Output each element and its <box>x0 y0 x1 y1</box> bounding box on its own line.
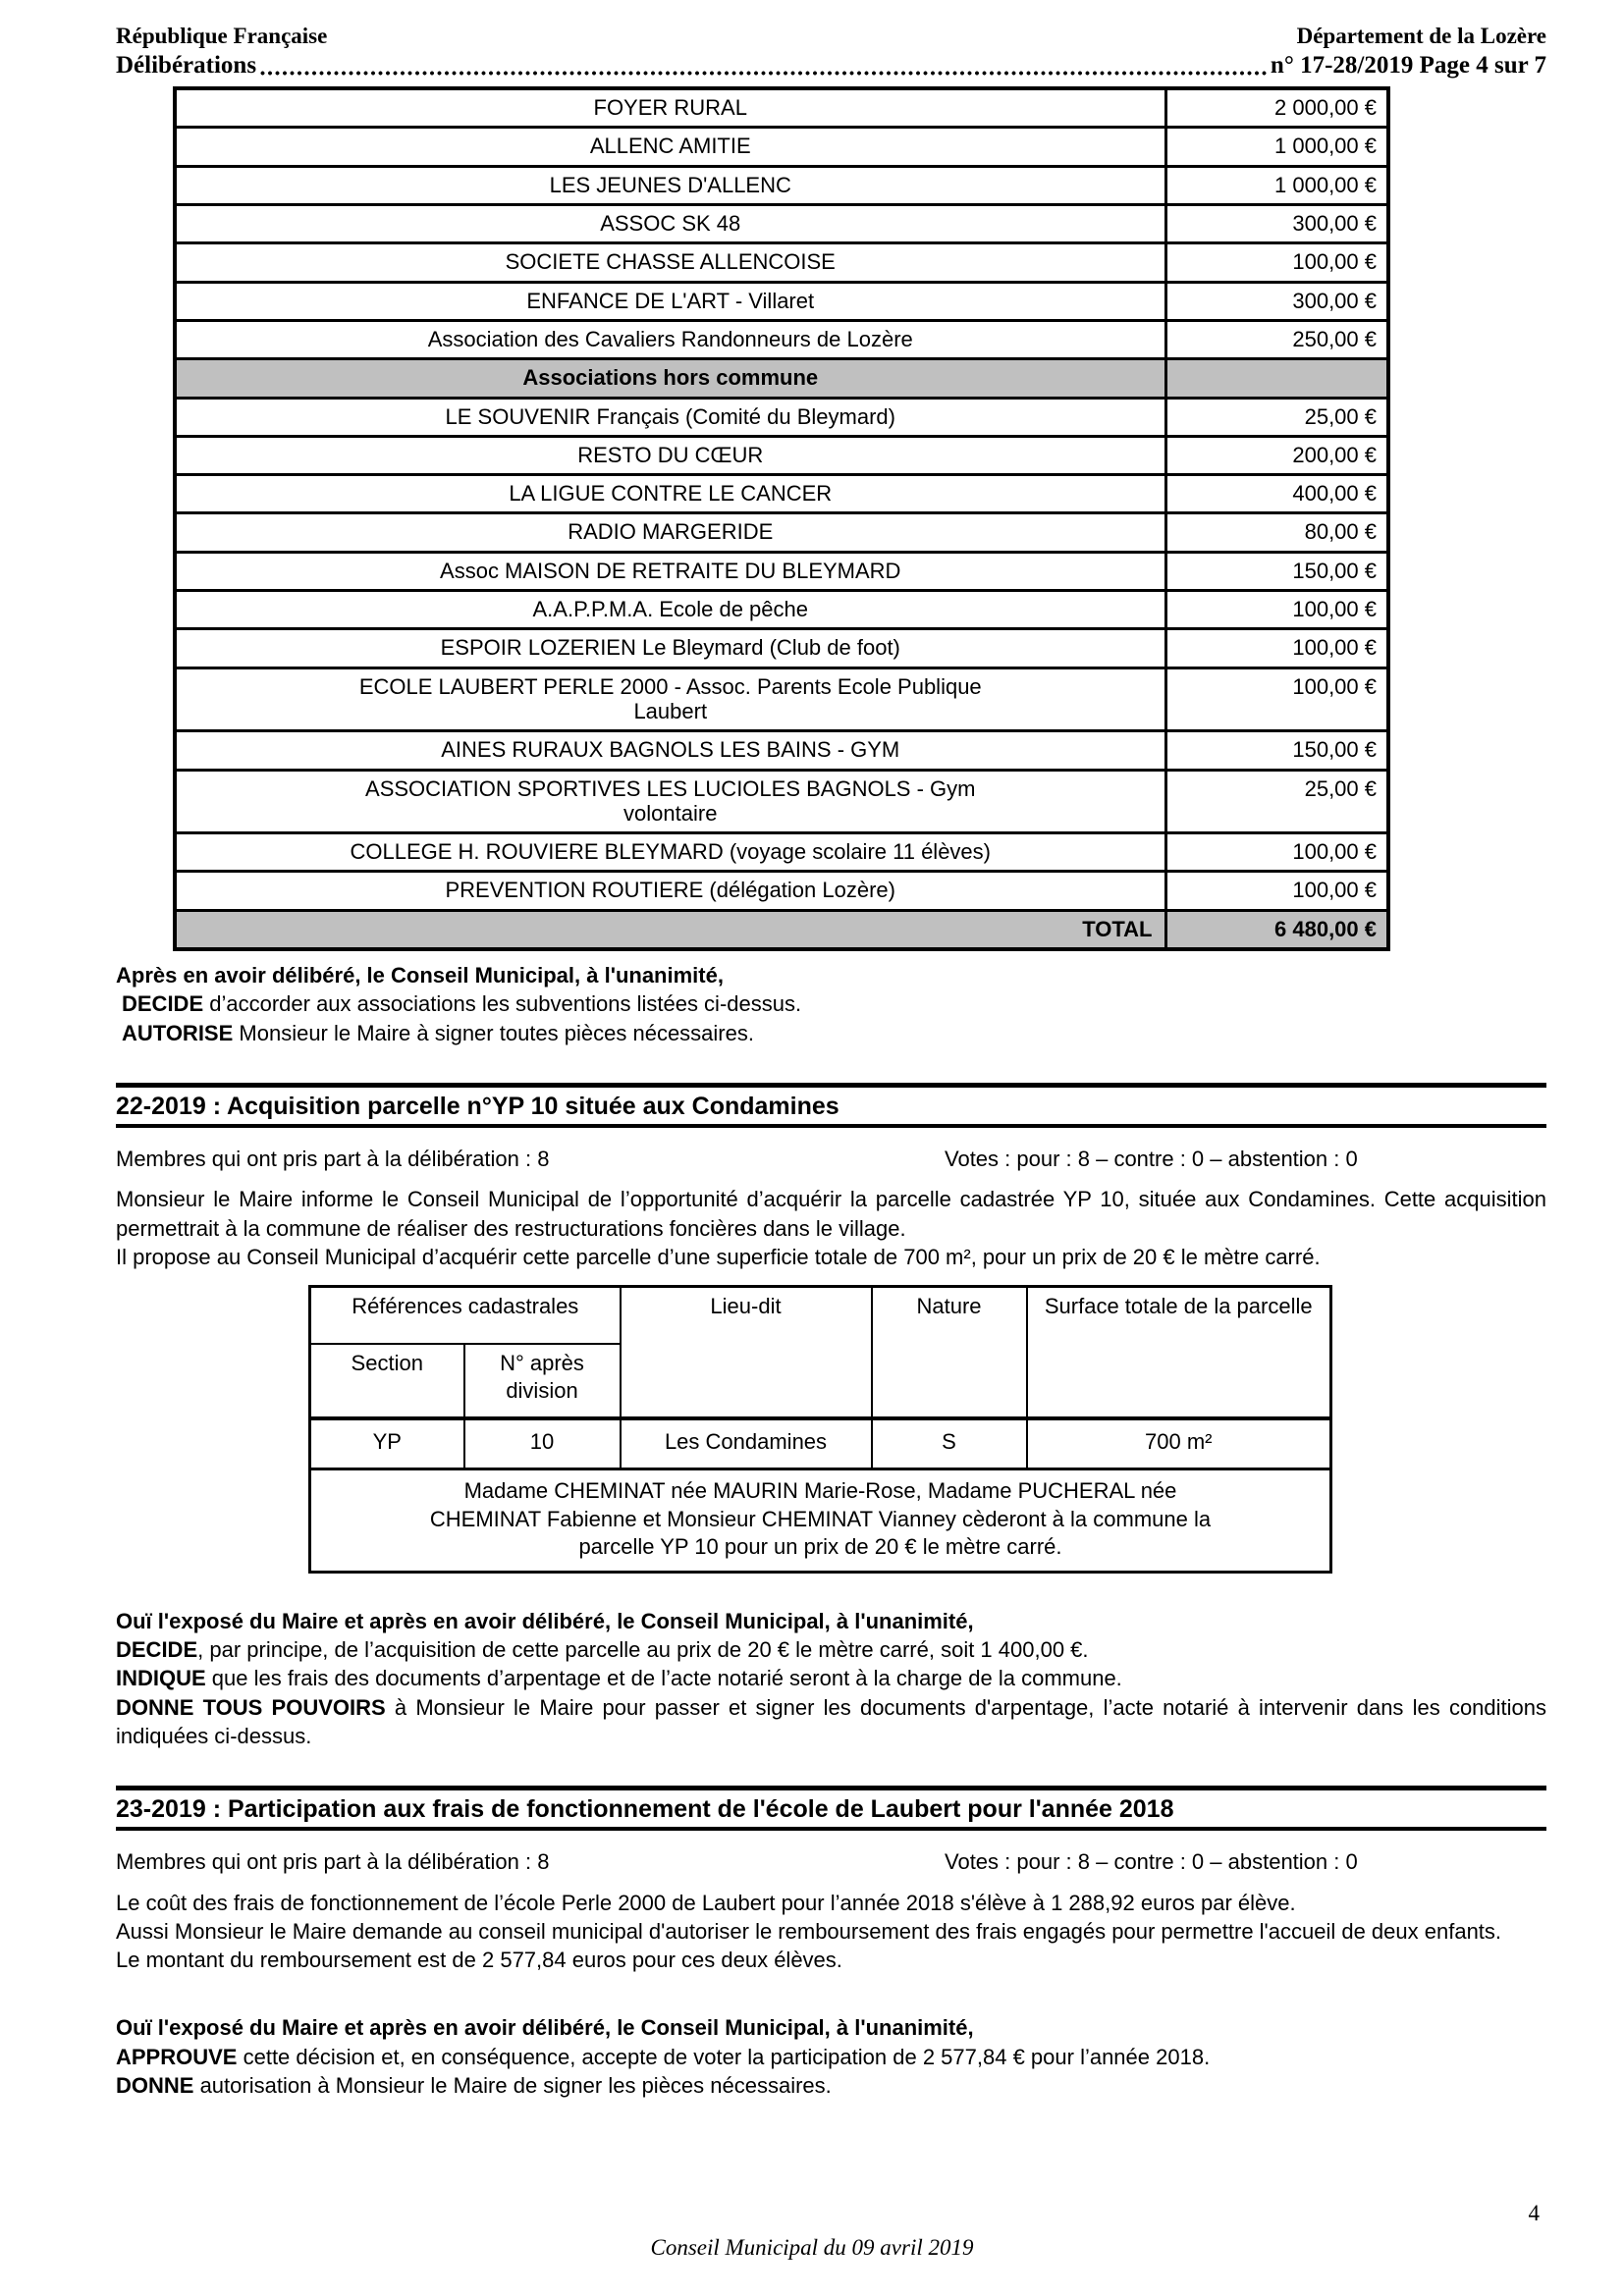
subvention-row <box>175 872 1388 910</box>
decision-line <box>116 2043 1546 2071</box>
votes-text: Votes : pour : 8 – contre : 0 – abstention : 0 <box>945 1146 1358 1171</box>
decision-keyword: DONNE <box>116 2072 194 2098</box>
subvention-row <box>175 591 1388 629</box>
association-name-line: LA LIGUE CONTRE LE CANCER <box>509 481 833 507</box>
votes-text: Votes : pour : 8 – contre : 0 – abstention : 0 <box>945 1849 1358 1875</box>
association-name-cell <box>175 436 1165 474</box>
decision-text: que les frais des documents d’arpentage et de l’acte notarié seront à la charge de la commune. <box>205 1666 1122 1691</box>
cadastral-note-line: parcelle YP 10 pour un prix de 20 € le mètre carré. <box>578 1534 1062 1560</box>
cadastral-col-nature: Nature <box>872 1287 1027 1418</box>
cadastral-note-line: CHEMINAT Fabienne et Monsieur CHEMINAT Vianney cèderont à la commune la <box>429 1506 1212 1531</box>
cadastral-header-row-1 <box>310 1287 1331 1344</box>
subvention-amount-cell: 2 000,00 € <box>1165 88 1388 128</box>
decision-text: d’accorder aux associations les subventions listées ci-dessus. <box>203 991 802 1017</box>
document-header <box>116 24 1546 80</box>
association-name-cell <box>175 667 1165 731</box>
association-name-line: COLLEGE H. ROUVIERE BLEYMARD (voyage scolaire 11 élèves) <box>350 839 991 865</box>
subvention-amount-cell: 300,00 € <box>1165 205 1388 243</box>
association-name-line: PREVENTION ROUTIERE (délégation Lozère) <box>445 878 895 903</box>
subvention-amount-cell: 100,00 € <box>1165 591 1388 629</box>
subventions-table <box>173 86 1390 951</box>
total-label-cell: TOTAL <box>175 910 1165 949</box>
association-name-cell <box>175 731 1165 770</box>
cadastral-section-value: YP <box>310 1418 464 1469</box>
cadastral-table <box>308 1285 1332 1574</box>
subvention-row <box>175 282 1388 320</box>
subvention-row <box>175 552 1388 590</box>
header-left-text: République Française <box>116 24 328 48</box>
association-name-line: AINES RURAUX BAGNOLS LES BAINS - GYM <box>441 737 900 763</box>
cadastral-col-section: Section <box>310 1344 464 1418</box>
decision-intro: Après en avoir délibéré, le Conseil Municipal, à l'unanimité, <box>116 963 724 988</box>
association-name-line: ESPOIR LOZERIEN Le Bleymard (Club de foot) <box>440 635 900 661</box>
section-23-paragraph-3: Le montant du remboursement est de 2 577,84 euros pour ces deux élèves. <box>116 1948 842 1973</box>
cadastral-col-num-division: N° après division <box>464 1344 621 1418</box>
association-name-line: ENFANCE DE L'ART - Villaret <box>526 288 815 313</box>
association-name-line: Association des Cavaliers Randonneurs de Lozère <box>427 326 913 351</box>
decision-line <box>116 1019 1546 1047</box>
association-name-cell <box>175 166 1165 204</box>
subvention-amount-cell: 250,00 € <box>1165 320 1388 358</box>
subvention-row <box>175 166 1388 204</box>
subvention-amount-cell: 100,00 € <box>1165 629 1388 667</box>
decision-keyword: INDIQUE <box>116 1666 206 1691</box>
decision-lines <box>116 989 1546 1047</box>
document-reference: n° 17-28/2019 Page 4 sur 7 <box>1270 52 1546 80</box>
association-name-line: volontaire <box>623 800 718 826</box>
subvention-amount-cell: 25,00 € <box>1165 398 1388 436</box>
subvention-amount-cell: 200,00 € <box>1165 436 1388 474</box>
page-number: 4 <box>1528 2201 1540 2225</box>
decision-keyword: DECIDE <box>116 1637 198 1663</box>
subvention-amount-cell: 25,00 € <box>1165 770 1388 833</box>
association-name-line: ASSOC SK 48 <box>600 211 741 237</box>
association-name-line: ECOLE LAUBERT PERLE 2000 - Assoc. Parents Ecole Publique <box>358 673 982 699</box>
decision-lines <box>116 1635 1546 1750</box>
decision-text: autorisation à Monsieur le Maire de signer les pièces nécessaires. <box>193 2072 832 2098</box>
association-name-cell <box>175 513 1165 552</box>
association-name-line: RESTO DU CŒUR <box>577 442 764 467</box>
subvention-row <box>175 128 1388 166</box>
association-name-cell <box>175 88 1165 128</box>
dotted-leader <box>260 71 1268 76</box>
decision-text: Monsieur le Maire à signer toutes pièces nécessaires. <box>233 1020 754 1045</box>
subvention-row <box>175 243 1388 282</box>
section-22-paragraph-1: Monsieur le Maire informe le Conseil Municipal de l’opportunité d’acquérir la parcelle cadastrée YP 10, située aux Condamines. Cette acquisition permettrait à la commune de réaliser des restructurations foncières dans le village. <box>116 1187 1546 1241</box>
cadastral-num-value: 10 <box>464 1418 621 1469</box>
decision-intro: Ouï l'exposé du Maire et après en avoir délibéré, le Conseil Municipal, à l'unanimité, <box>116 2015 974 2041</box>
association-name-cell <box>175 591 1165 629</box>
decision-text: , par principe, de l’acquisition de cette parcelle au prix de 20 € le mètre carré, soit 1 400,00 €. <box>197 1637 1089 1663</box>
subvention-row <box>175 436 1388 474</box>
association-name-cell <box>175 282 1165 320</box>
cadastral-note-line: Madame CHEMINAT née MAURIN Marie-Rose, Madame PUCHERAL née <box>463 1478 1177 1504</box>
decision-line <box>116 1693 1546 1751</box>
subvention-amount-cell: 1 000,00 € <box>1165 166 1388 204</box>
section-heading-22-2019: 22-2019 : Acquisition parcelle n°YP 10 située aux Condamines <box>116 1083 1546 1128</box>
association-name-cell <box>175 770 1165 833</box>
cadastral-lieu-value: Les Condamines <box>621 1418 872 1469</box>
decision-text: cette décision et, en conséquence, accepte de voter la participation de 2 577,84 € pour l’année 2018. <box>237 2044 1211 2069</box>
subvention-row <box>175 667 1388 731</box>
section-heading-23-2019: 23-2019 : Participation aux frais de fonctionnement de l'école de Laubert pour l'année 2018 <box>116 1786 1546 1831</box>
section-22-paragraph-2: Il propose au Conseil Municipal d’acquérir cette parcelle d’une superficie totale de 700 m², pour un prix de 20 € le mètre carré. <box>116 1244 1321 1269</box>
deliberation-22-decisions <box>116 1607 1546 1750</box>
cadastral-note-cell <box>310 1469 1331 1573</box>
subvention-amount-cell: 400,00 € <box>1165 475 1388 513</box>
subvention-row <box>175 513 1388 552</box>
association-name-cell <box>175 398 1165 436</box>
members-votes-row-23 <box>116 1848 1546 1877</box>
header-row-1 <box>116 24 1546 49</box>
section-23-body <box>116 1889 1546 1975</box>
association-name-line: FOYER RURAL <box>593 95 747 121</box>
decision-line <box>116 1664 1546 1692</box>
association-name-line: LE SOUVENIR Français (Comité du Bleymard) <box>445 403 895 429</box>
association-name-line: RADIO MARGERIDE <box>568 519 774 545</box>
association-name-cell <box>175 320 1165 358</box>
table-section-header-row <box>175 359 1388 398</box>
decision-line <box>116 2071 1546 2100</box>
section-23-paragraph-1: Le coût des frais de fonctionnement de l’école Perle 2000 de Laubert pour l’année 2018 s'élève à 1 288,92 euros par élève. <box>116 1890 1296 1915</box>
association-name-line: ASSOCIATION SPORTIVES LES LUCIOLES BAGNOLS - Gym <box>365 775 976 801</box>
association-name-line: Laubert <box>633 698 708 723</box>
association-name-cell <box>175 243 1165 282</box>
cadastral-col-lieu-dit: Lieu-dit <box>621 1287 872 1418</box>
decision-intro: Ouï l'exposé du Maire et après en avoir délibéré, le Conseil Municipal, à l'unanimité, <box>116 1608 974 1633</box>
subvention-amount-cell: 80,00 € <box>1165 513 1388 552</box>
members-count-text: Membres qui ont pris part à la délibération : 8 <box>116 1849 550 1875</box>
cadastral-data-row <box>310 1418 1331 1469</box>
total-amount-cell: 6 480,00 € <box>1165 910 1388 949</box>
subvention-amount-cell: 300,00 € <box>1165 282 1388 320</box>
subvention-row <box>175 731 1388 770</box>
section-header-empty-cell <box>1165 359 1388 398</box>
decision-text: à Monsieur le Maire pour passer et signer les documents d'arpentage, l’acte notarié à intervenir dans les conditions indiquées ci-dessus. <box>116 1694 1547 1748</box>
decision-line <box>116 989 1546 1018</box>
association-name-cell <box>175 205 1165 243</box>
subvention-amount-cell: 100,00 € <box>1165 667 1388 731</box>
subvention-amount-cell: 100,00 € <box>1165 833 1388 872</box>
association-name-cell <box>175 552 1165 590</box>
association-name-cell <box>175 475 1165 513</box>
decision-keyword: DECIDE <box>122 991 204 1017</box>
subvention-row <box>175 629 1388 667</box>
subvention-row <box>175 770 1388 833</box>
cadastral-group-header-cell: Références cadastrales <box>310 1287 621 1344</box>
members-count-text: Membres qui ont pris part à la délibération : 8 <box>116 1146 550 1171</box>
association-name-cell <box>175 128 1165 166</box>
section-header-cell: Associations hors commune <box>175 359 1165 398</box>
subvention-row <box>175 398 1388 436</box>
footer-caption: Conseil Municipal du 09 avril 2019 <box>650 2235 974 2260</box>
header-right-text: Département de la Lozère <box>1296 24 1546 48</box>
deliberation-23-decisions <box>116 2013 1546 2100</box>
subvention-amount-cell: 150,00 € <box>1165 552 1388 590</box>
association-name-line: ALLENC AMITIE <box>589 133 751 159</box>
section-23-paragraph-2: Aussi Monsieur le Maire demande au conseil municipal d'autoriser le remboursement des frais engagés pour permettre l'accueil de deux enfants. <box>116 1918 1502 1944</box>
association-name-line: LES JEUNES D'ALLENC <box>549 172 791 197</box>
subvention-amount-cell: 100,00 € <box>1165 872 1388 910</box>
subvention-amount-cell: 100,00 € <box>1165 243 1388 282</box>
decision-keyword: AUTORISE <box>122 1020 234 1045</box>
association-name-line: SOCIETE CHASSE ALLENCOISE <box>505 249 836 275</box>
cadastral-nature-value: S <box>872 1418 1027 1469</box>
subvention-row <box>175 475 1388 513</box>
subvention-amount-cell: 150,00 € <box>1165 731 1388 770</box>
decision-line <box>116 1635 1546 1664</box>
subvention-amount-cell: 1 000,00 € <box>1165 128 1388 166</box>
subventions-table-body <box>175 88 1388 949</box>
cadastral-surface-value: 700 m² <box>1027 1418 1331 1469</box>
subvention-row <box>175 833 1388 872</box>
association-name-cell <box>175 872 1165 910</box>
association-name-line: Assoc MAISON DE RETRAITE DU BLEYMARD <box>440 558 901 583</box>
subvention-row <box>175 88 1388 128</box>
cadastral-col-surface: Surface totale de la parcelle <box>1027 1287 1331 1418</box>
document-title: Délibérations <box>116 52 257 80</box>
members-votes-row-22 <box>116 1146 1546 1174</box>
header-row-2 <box>116 52 1546 80</box>
section-22-body <box>116 1185 1546 1271</box>
association-name-cell <box>175 833 1165 872</box>
deliberation-21-decisions <box>116 961 1546 1047</box>
association-name-line: A.A.P.P.M.A. Ecole de pêche <box>532 597 808 622</box>
table-total-row <box>175 910 1388 949</box>
subvention-row <box>175 320 1388 358</box>
decision-keyword: APPROUVE <box>116 2044 238 2069</box>
association-name-cell <box>175 629 1165 667</box>
cadastral-note-row <box>310 1469 1331 1573</box>
subvention-row <box>175 205 1388 243</box>
decision-keyword: DONNE TOUS POUVOIRS <box>116 1694 386 1720</box>
decision-lines <box>116 2043 1546 2101</box>
